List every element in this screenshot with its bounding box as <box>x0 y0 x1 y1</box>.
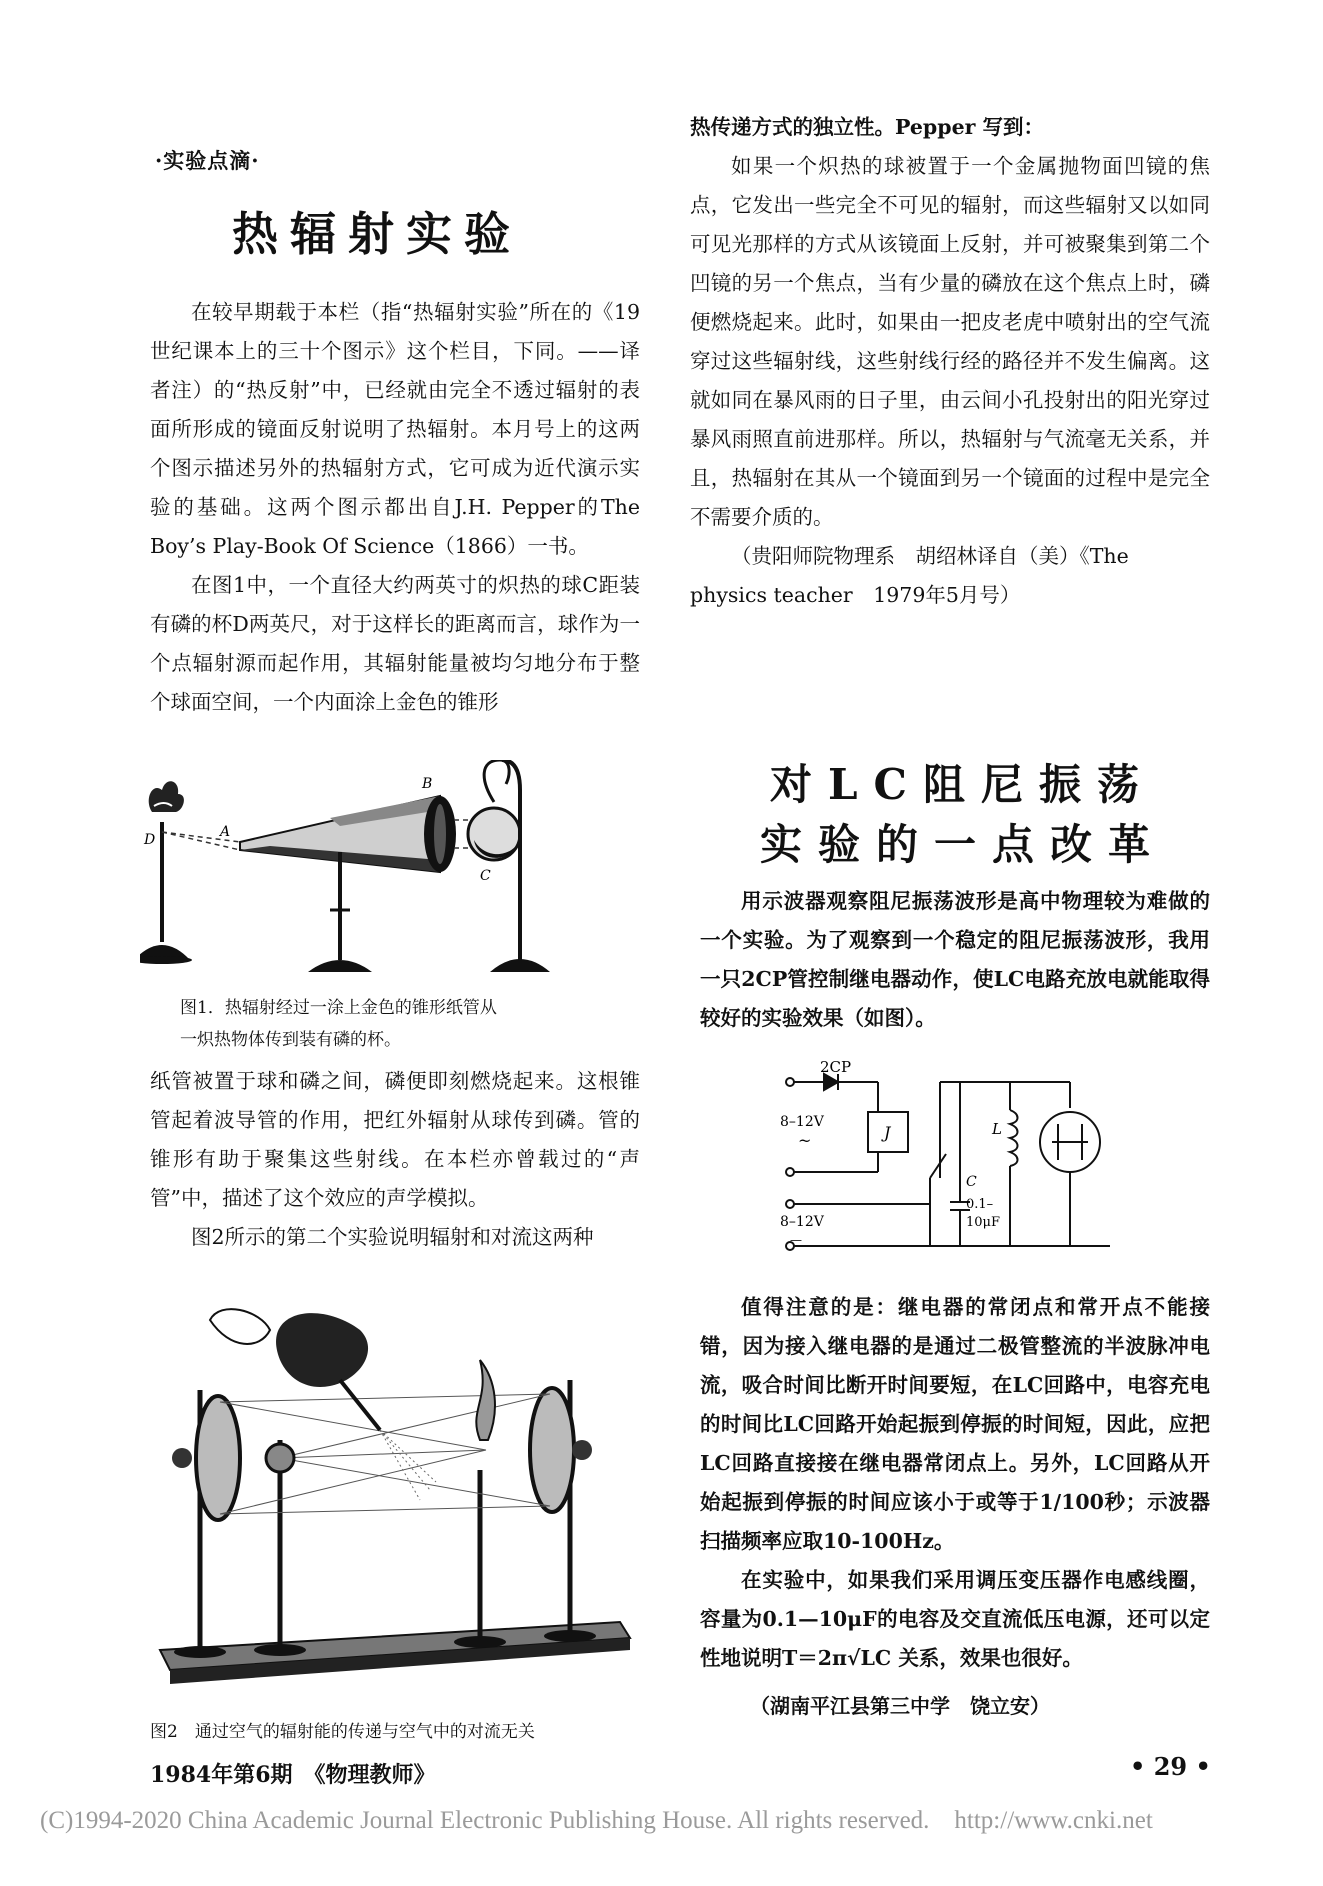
figure-1-caption: 图1．热辐射经过一涂上金色的锥形纸管从 一炽热物体传到装有磷的杯。 <box>180 998 497 1050</box>
article1-continued <box>690 108 1210 615</box>
air-jet <box>380 1430 436 1500</box>
source-line: physics teacher 1979年5月号） <box>690 583 1021 607</box>
label-C: C <box>480 868 491 884</box>
copyright-watermark: (C)1994-2020 China Academic Journal Electronic Publishing House. All rights reserved. http://www.cnki.net <box>40 1807 1153 1834</box>
hot-ball <box>266 1444 294 1472</box>
relay-label: J <box>884 1123 891 1142</box>
source-line: （贵阳师院物理系 胡绍林译自（美）《The <box>731 544 1129 568</box>
label-D: D <box>144 832 156 848</box>
article2-title-line2: 实验的一点改革 <box>760 820 1167 869</box>
diode-label: 2CP <box>820 1060 852 1076</box>
issue-footer: 1984年第6期 《物理教师》 <box>150 1762 436 1788</box>
inductor-label: L <box>992 1120 1002 1138</box>
voltage-label-top: 8–12V <box>780 1114 824 1130</box>
tube-stand <box>308 852 372 972</box>
capacitor-label: C <box>966 1174 977 1190</box>
page-number: • 29 • <box>1130 1752 1211 1781</box>
article2-title-line1: 对LC阻尼振荡 <box>770 760 1155 809</box>
section-kicker: ·实验点滴· <box>155 148 260 173</box>
conical-tube <box>240 796 456 872</box>
article2-signature: （湖南平江县第三中学 饶立安） <box>750 1694 1050 1718</box>
figure-1-illustration <box>140 760 640 990</box>
paragraph: 如果一个炽热的球被置于一个金属抛物面凹镜的焦点，它发出一些完全不可见的辐射，而这些辐射又以如同可见光那样的方式从该镜面上反射，并可被聚集到第二个凹镜的另一个焦点，当有少量的磷放在这个焦点上时，磷便燃烧起来。此时，如果由一把皮老虎中喷射出的空气流穿过这些辐射线，这些射线行经的路径并不发生偏离。这就如同在暴风雨的日子里，由云间小孔投射出的阳光穿过暴风雨照直前进那样。所以，热辐射与气流毫无关系，并且，热辐射在其从一个镜面到另一个镜面的过程中是完全不需要介质的。 <box>690 154 1210 529</box>
article2-body <box>700 1288 1210 1678</box>
hot-ball <box>468 760 550 972</box>
ac-symbol: ~ <box>798 1131 812 1150</box>
voltage-label-bottom: 8–12V <box>780 1214 824 1230</box>
article-title: 热辐射实验 <box>232 207 522 261</box>
paragraph: 热传递方式的独立性。Pepper 写到： <box>690 115 1045 139</box>
paragraph: 在较早期载于本栏（指“热辐射实验”所在的《19世纪课本上的三十个图示》这个栏目，下同。——译者注）的“热反射”中，已经就由完全不透过辐射的表面所形成的镜面反射说明了热辐射。本月号上的这两个图示描述另外的热辐射方式，它可成为近代演示实验的基础。这两个图示都出自J.H. Pepper的The Boy’s Play-Book Of Science（1866）一书。 <box>150 300 640 558</box>
article2-paragraph1: 用示波器观察阻尼振荡波形是高中物理较为难做的一个实验。为了观察到一个稳定的阻尼振荡波形，我用一只2CP管控制继电器动作，使LC电路充放电就能取得较好的实验效果（如图）。 <box>700 889 1210 1030</box>
paragraph: 在实验中，如果我们采用调压变压器作电感线圈，容量为0.1—10μF的电容及交直流低压电源，还可以定性地说明T＝2π√LC 关系，效果也很好。 <box>700 1568 1210 1670</box>
paragraph: 纸管被置于球和磷之间，磷便即刻燃烧起来。这根锥管起着波导管的作用，把红外辐射从球传到磷。管的锥形有助于聚集这些射线。在本栏亦曾载过的“声管”中，描述了这个效应的声学模拟。 <box>150 1069 640 1210</box>
capacitance-value-2: 10μF <box>966 1215 1001 1230</box>
paragraph: 图2所示的第二个实验说明辐射和对流这两种 <box>191 1225 594 1249</box>
circuit-diagram <box>780 1060 1120 1260</box>
paragraph: 值得注意的是：继电器的常闭点和常开点不能接错，因为接入继电器的是通过二极管整流的半波脉冲电流，吸合时间比断开时间要短，在LC回路中，电容充电的时间比LC回路开始起振到停振的时间短，因此，应把LC回路直接接在继电器常闭点上。另外，LC回路从开始起振到停振的时间应该小于或等于1/100秒；示波器扫描频率应取10-100Hz。 <box>700 1295 1210 1553</box>
cup-stand <box>140 781 192 964</box>
figure-2-illustration <box>140 1290 640 1710</box>
bellows <box>210 1309 380 1430</box>
label-A: A <box>220 824 231 840</box>
flame <box>476 1360 495 1440</box>
paragraph: 在图1中，一个直径大约两英寸的炽热的球C距装有磷的杯D两英尺，对于这样长的距离而言，球作为一个点辐射源而起作用，其辐射能量被均匀地分布于整个球面空间，一个内面涂上金色的锥形 <box>150 573 640 714</box>
label-B: B <box>422 776 433 792</box>
dc-symbol: — <box>790 1233 802 1247</box>
capacitance-value-1: 0.1– <box>966 1197 994 1212</box>
article1-body-top <box>150 293 640 722</box>
figure-2-caption: 图2 通过空气的辐射能的传递与空气中的对流无关 <box>150 1722 535 1742</box>
article1-body-mid <box>150 1062 640 1257</box>
